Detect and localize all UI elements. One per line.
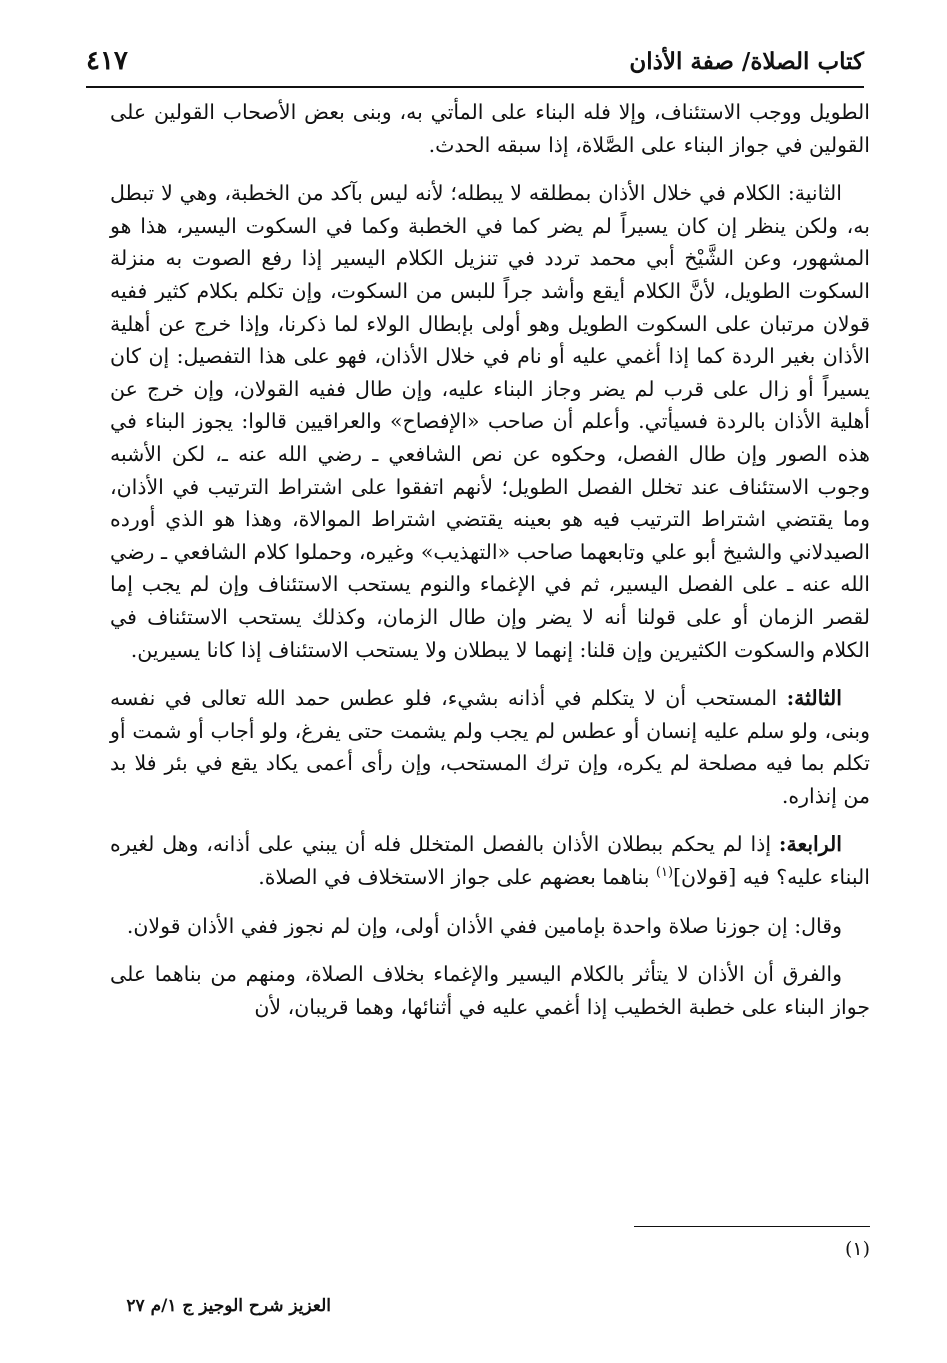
section-lead: الرابعة: — [778, 832, 842, 857]
paragraph — [110, 96, 870, 161]
section-lead: الثالثة: — [786, 686, 842, 711]
page-number: ٤١٧ — [86, 46, 128, 76]
paragraph-text: إذا لم يحكم ببطلان الأذان بالفصل المتخلل فله أن يبني على أذانه، وهل لغيره البناء عليه؟ فيه [قولان] — [110, 832, 870, 890]
paragraph-text: وقال: إن جوزنا صلاة واحدة بإمامين ففي الأذان أولى، وإن لم نجوز ففي الأذان قولان. — [126, 913, 842, 938]
paragraph-text: والفرق أن الأذان لا يتأثر بالكلام اليسير والإغماء بخلاف الصلاة، ومنهم من بناهما على جواز البناء على خطبة الخطيب إذا أغمي عليه في أثنائها، وهما قريبان، لأن — [110, 962, 870, 1019]
paragraph-text: الطويل ووجب الاستئناف، وإلا فله البناء على المأتي به، وبنى بعض الأصحاب القولين على القولين في جواز البناء على الصَّلاة، إذا سبقه الحدث. — [110, 100, 870, 157]
running-title: كتاب الصلاة/ صفة الأذان — [629, 47, 864, 75]
footnote-ref[interactable]: (١) — [655, 865, 674, 881]
paragraph-text: الثانية: الكلام في خلال الأذان بمطلقه لا يبطله؛ لأنه ليس بآكد من الخطبة، وهي لا تبطل به، ولكن ينظر إن كان يسيراً لم يضر كما في الخطبة وكما في السكوت اليسير، هذا هو المشهور، وعن الشَّيْخ أبي محمد تردد في تنزيل الكلام اليسير إذا رفع الصوت به منزلة السكوت الطويل، لأنَّ الكلام أيقع وأشد جراً للبس من السكوت، وإن تكلم بكلام كثير ففيه قولان مرتبان على السكوت الطويل وهو أولى بإبطال الولاء لما ذكرنا، وإذا خرج عن أهلية الأذان بغير الردة كما إذا أغمي عليه أو نام في خلال الأذان، فهو على هذا التفصيل: إن كان يسيراً أو زال على قرب لم يضر وجاز البناء عليه، وإن طال ففيه القولان، وإن خرج عن أهلية الأذان بالردة فسيأتي. وأعلم أن صاحب «الإفصاح» والعراقيين قالوا: يجوز البناء في هذه الصور وإن طال الفصل، وحكوه عن نص الشافعي ـ رضي الله عنه ـ، لكن الأشبه وجوب الاستئناف عند تخلل الفصل الطويل؛ لأنهم اتفقوا على اشتراط الترتيب في الأذان، وما يقتضي اشتراط الترتيب فيه هو بعينه يقتضي اشتراط الموالاة، وهذا هو الذي أورده الصيدلاني والشيخ أبو علي وتابعهما صاحب «التهذيب» وغيره، وحملوا كلام الشافعي ـ رضي الله عنه ـ على الفصل اليسير، ثم في الإغماء والنوم يستحب الاستئناف وإن لم يجب إما لقصر الزمان أو على قولنا أنه لا يضر وإن طال الزمان، وكذلك يستحب الاستئناف في الكلام والسكوت الكثيرين وإن قلنا: إنهما لا يبطلان ولا يستحب الاستئناف إذا كانا يسيرين. — [110, 181, 870, 662]
paragraph — [110, 910, 870, 943]
paragraph — [110, 177, 870, 666]
footnote-divider — [634, 1226, 870, 1227]
paragraph — [110, 682, 870, 812]
book-signature: العزيز شرح الوجيز ج ١/م ٢٧ — [126, 1296, 331, 1316]
paragraph-text: بناهما بعضهم على جواز الاستخلاف في الصلاة. — [258, 865, 656, 890]
footnote-marker: (١) — [844, 1238, 870, 1260]
paragraph — [110, 958, 870, 1023]
paragraph — [110, 828, 870, 893]
page-header — [86, 36, 864, 88]
main-text — [110, 96, 870, 1039]
paragraph-text: المستحب أن لا يتكلم في أذانه بشيء، فلو عطس حمد الله تعالى في نفسه وبنى، ولو سلم عليه إنسان أو عطس لم يجب ولم يشمت حتى يفرغ، ولو أجاب أو شمت أو تكلم بما فيه مصلحة لم يكره، وإن ترك المستحب، وإن رأى أعمى يكاد يقع في بئر فلا بد من إنذاره. — [110, 686, 870, 808]
